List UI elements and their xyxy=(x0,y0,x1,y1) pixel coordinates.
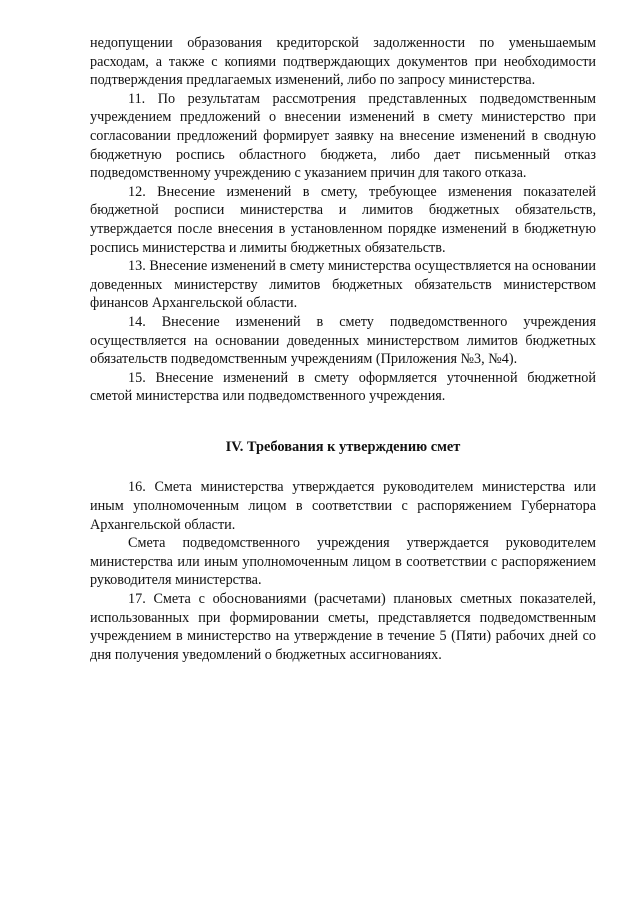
spacer xyxy=(90,456,596,478)
paragraph-16: 16. Смета министерства утверждается руководителем министерства или иным уполномоченным лицом в соответствии с распоряжением Губернатора Архангельской области. xyxy=(90,479,596,533)
paragraph-16-continued: Смета подведомственного учреждения утверждается руководителем министерства или иным уполномоченным лицом в соответствии с распоряжением руководителя министерства. xyxy=(90,535,596,589)
paragraph-13: 13. Внесение изменений в смету министерства осуществляется на основании доведенных министерству лимитов бюджетных обязательств министерством финансов Архангельской области. xyxy=(90,258,596,312)
paragraph-15: 15. Внесение изменений в смету оформляется уточненной бюджетной сметой министерства или подведомственного учреждения. xyxy=(90,369,596,405)
section-heading: IV. Требования к утверждению смет xyxy=(225,438,461,455)
document-page xyxy=(90,34,596,664)
paragraph-11: 11. По результатам рассмотрения представленных подведомственным учреждением предложений о внесении изменений в смету министерство при согласовании предложений формирует заявку на внесение изменений в сводную бюджетную роспись областного бюджета, либо дает письменный отказ подведомственному учреждению с указанием причин для такого отказа. xyxy=(90,90,596,182)
spacer xyxy=(90,406,596,438)
paragraph-14: 14. Внесение изменений в смету подведомственного учреждения осуществляется на основании доведенных министерством лимитов бюджетных обязательств подведомственным учреждениям (Приложения №3, №4). xyxy=(90,313,596,368)
paragraph-continuation: недопущении образования кредиторской задолженности по уменьшаемым расходам, а также с копиями подтверждающих документов при необходимости подтверждения предлагаемых изменений, либо по запросу министерства. xyxy=(90,35,596,89)
paragraph-12: 12. Внесение изменений в смету, требующее изменения показателей бюджетной росписи министерства и лимитов бюджетных обязательств, утверждается после внесения в установленном порядке изменений в бюджетную роспись министерства и лимиты бюджетных обязательств. xyxy=(90,183,596,256)
paragraph-17: 17. Смета с обоснованиями (расчетами) плановых сметных показателей, использованных при формировании сметы, представляется подведомственным учреждением в министерство на утверждение в течение 5 (Пяти) рабочих дней со дня получения уведомлений о бюджетных ассигнованиях. xyxy=(90,591,596,663)
